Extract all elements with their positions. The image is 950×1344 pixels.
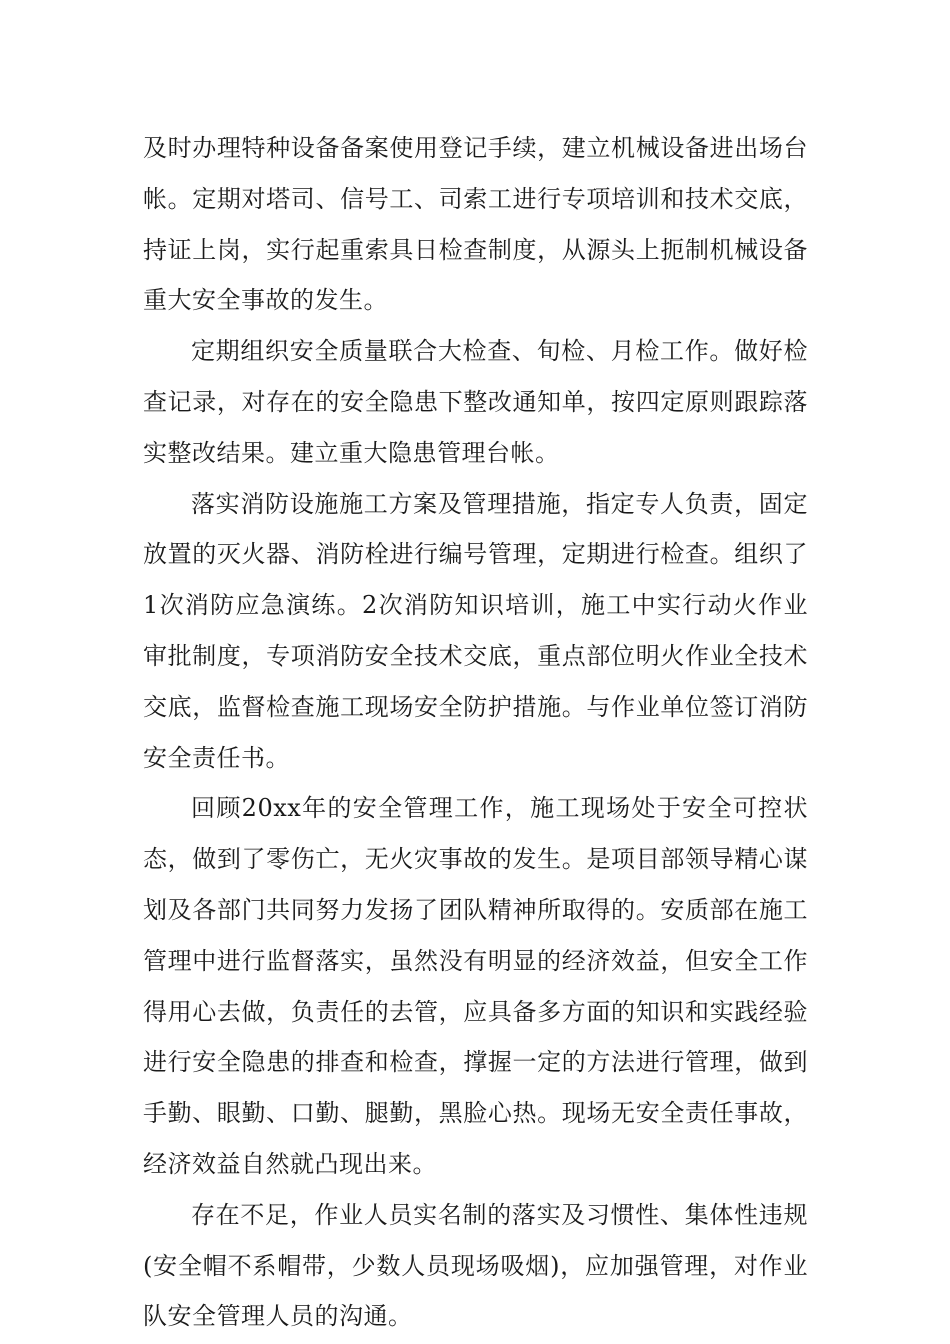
- paragraph-equipment-registration: 及时办理特种设备备案使用登记手续，建立机械设备进出场台帐。定期对塔司、信号工、司索工进行专项培训和技术交底，持证上岗，实行起重索具日检查制度，从源头上扼制机械设备重大安全事故的发生。: [143, 134, 808, 315]
- paragraph-safety-inspection: 定期组织安全质量联合大检查、旬检、月检工作。做好检查记录，对存在的安全隐患下整改通知单，按四定原则跟踪落实整改结果。建立重大隐患管理台帐。: [143, 337, 808, 467]
- paragraph-annual-review: 回顾20xx年的安全管理工作，施工现场处于安全可控状态，做到了零伤亡，无火灾事故的发生。是项目部领导精心谋划及各部门共同努力发扬了团队精神所取得的。安质部在施工管理中进行监督落实，虽然没有明显的经济效益，但安全工作得用心去做，负责任的去管，应具备多方面的知识和实践经验进行安全隐患的排查和检查，撑握一定的方法进行管理，做到手勤、眼勤、口勤、腿勤，黑脸心热。现场无安全责任事故，经济效益自然就凸现出来。: [143, 794, 808, 1178]
- paragraph-fire-protection: 落实消防设施施工方案及管理措施，指定专人负责，固定放置的灭火器、消防栓进行编号管理，定期进行检查。组织了1次消防应急演练。2次消防知识培训，施工中实行动火作业审批制度，专项消防安全技术交底，重点部位明火作业全技术交底，监督检查施工现场安全防护措施。与作业单位签订消防安全责任书。: [143, 489, 808, 772]
- paragraph-shortcomings: 存在不足，作业人员实名制的落实及习惯性、集体性违规(安全帽不系帽带，少数人员现场吸烟)，应加强管理，对作业队安全管理人员的沟通。: [143, 1200, 808, 1331]
- document-body: [143, 123, 808, 1342]
